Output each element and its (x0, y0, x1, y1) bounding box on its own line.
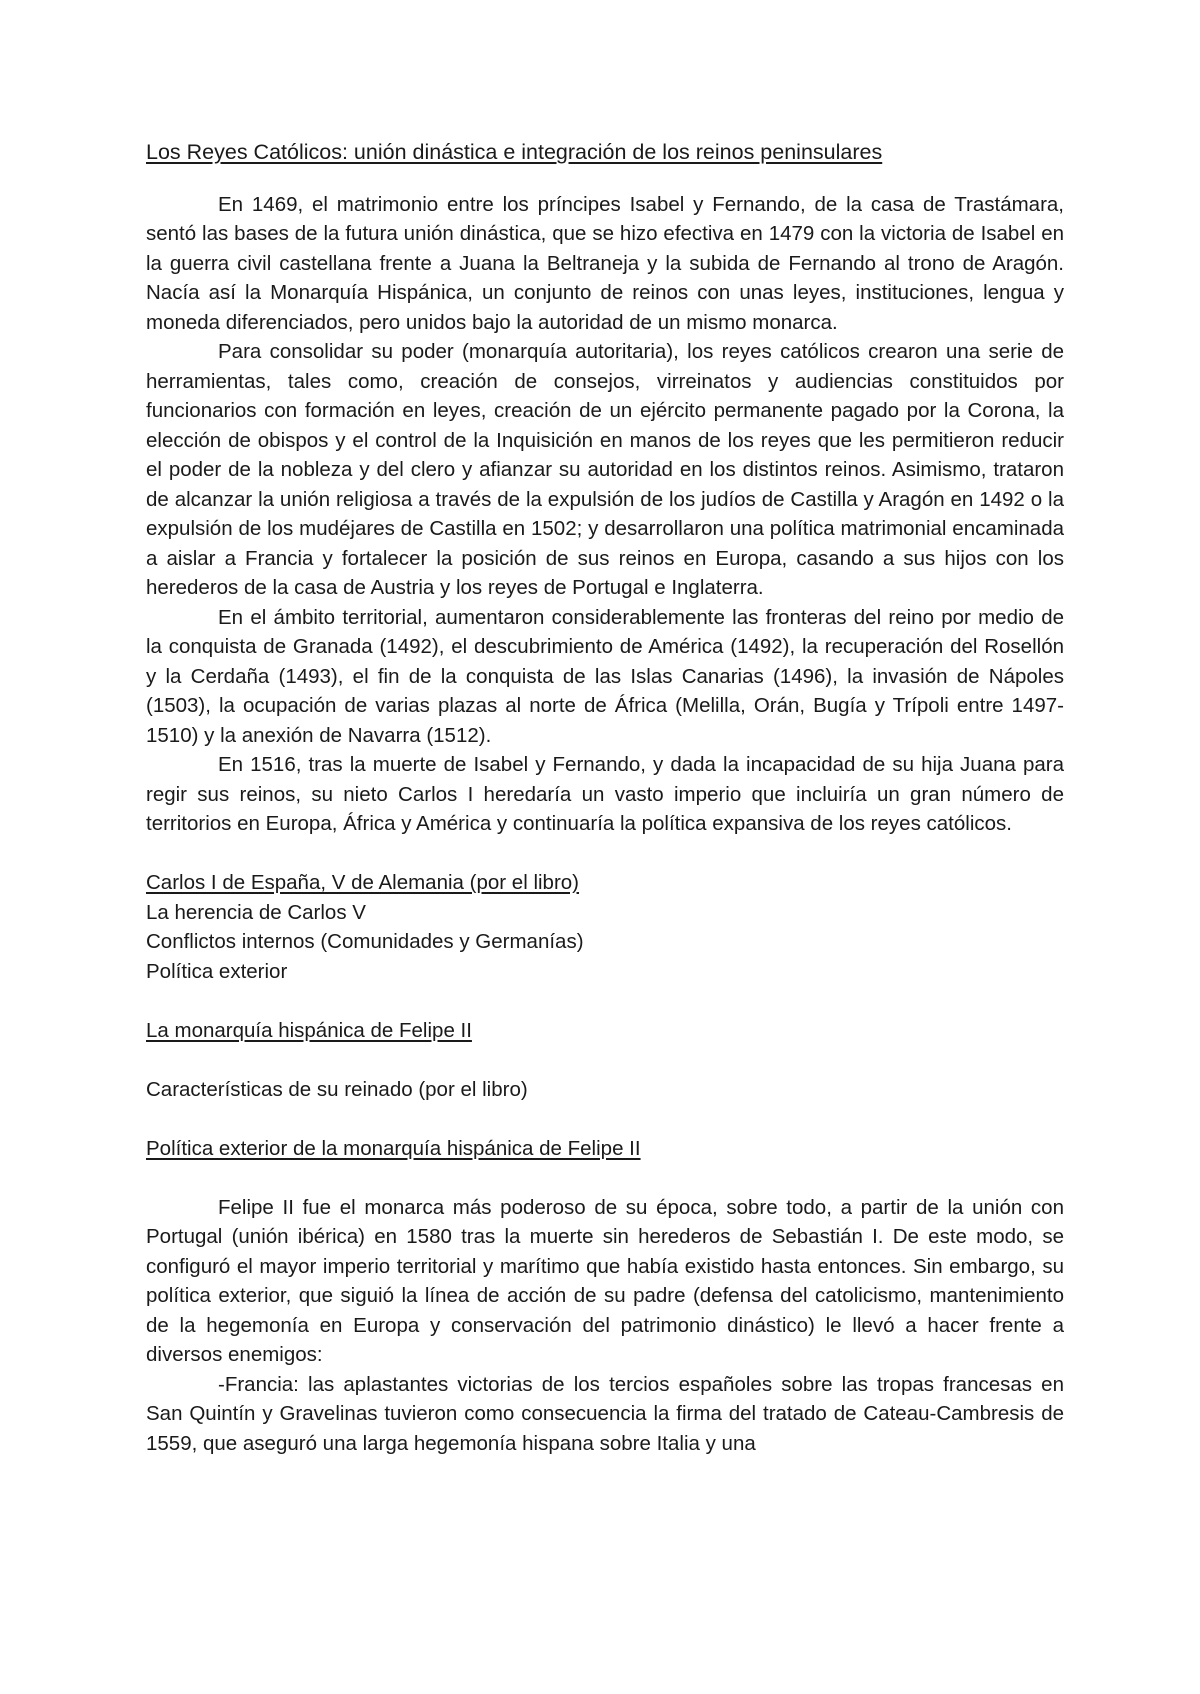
list-item: Conflictos internos (Comunidades y Germanías) (146, 930, 584, 953)
paragraph-felipe-francia: -Francia: las aplastantes victorias de los tercios españoles sobre las tropas francesas en San Quintín y Gravelinas tuvieron como consecuencia la firma del tratado de Cateau-Cambresis de 1559, que aseguró una larga hegemonía hispana sobre Italia y una (146, 1372, 1064, 1455)
section-heading-felipe: La monarquía hispánica de Felipe II (146, 1018, 472, 1042)
spacer (146, 986, 1064, 1016)
paragraph-herencia-carlos: En 1516, tras la muerte de Isabel y Fernando, y dada la incapacidad de su hija Juana para regir sus reinos, su nieto Carlos I heredaría un vasto imperio que incluiría un gran número de territorios en Europa, África y América y continuaría la política expansiva de los reyes católicos. (146, 753, 1064, 835)
paragraph-felipe-poder: Felipe II fue el monarca más poderoso de su época, sobre todo, a partir de la unión con Portugal (unión ibérica) en 1580 tras la muerte sin herederos de Sebastián I. De este modo, se configuró el mayor imperio territorial y marítimo que había existido hasta entonces. Sin embargo, su política exterior, que siguió la línea de acción de su padre (defensa del catolicismo, mantenimiento de la hegemonía en Europa y conservación del patrimonio dinástico) le llevó a hacer frente a diversos enemigos: (146, 1195, 1064, 1366)
list-item: Política exterior (146, 959, 288, 983)
document-page (146, 138, 1064, 1458)
section-heading-felipe-exterior: Política exterior de la monarquía hispánica de Felipe II (146, 1136, 641, 1160)
paragraph-consolidacion-poder: Para consolidar su poder (monarquía autoritaria), los reyes católicos crearon una serie de herramientas, tales como, creación de consejos, virreinatos y audiencias constituidos por funcionarios con formación en leyes, creación de un ejército permanente pagado por la Corona, la elección de obispos y el control de la Inquisición en manos de los reyes que les permitieron reducir el poder de la nobleza y del clero y afianzar su autoridad en los distintos reinos. Asimismo, trataron de alcanzar la unión religiosa a través de la expulsión de los judíos de Castilla y Aragón en 1492 o la expulsión de los mudéjares de Castilla en 1502; y desarrollaron una política matrimonial encaminada a aislar a Francia y fortalecer la posición de sus reinos en Europa, casando a sus hijos con los herederos de la casa de Austria y los reyes de Portugal e Inglaterra. (146, 340, 1064, 599)
felipe-characteristics: Características de su reinado (por el libro) (146, 1077, 528, 1101)
paragraph-ambito-territorial: En el ámbito territorial, aumentaron considerablemente las fronteras del reino por medio de la conquista de Granada (1492), el descubrimiento de América (1492), la recuperación del Rosellón y la Cerdaña (1493), el fin de la conquista de las Islas Canarias (1496), la invasión de Nápoles (1503), la ocupación de varias plazas al norte de África (Melilla, Orán, Bugía y Trípoli entre 1497- 1510) y la anexión de Navarra (1512). (146, 605, 1064, 747)
spacer (146, 1045, 1064, 1075)
paragraph-union-dinastica: En 1469, el matrimonio entre los príncipes Isabel y Fernando, de la casa de Trastámara, sentó las bases de la futura unión dinástica, que se hizo efectiva en 1479 con la victoria de Isabel en la guerra civil castellana frente a Juana la Beltraneja y la subida de Fernando al trono de Aragón. Nacía así la Monarquía Hispánica, un conjunto de reinos con unas leyes, instituciones, lengua y moneda diferenciados, pero unidos bajo la autoridad de un mismo monarca. (146, 192, 1064, 334)
spacer (146, 839, 1064, 869)
spacer (146, 1104, 1064, 1134)
spacer (146, 1163, 1064, 1193)
section-heading-carlos: Carlos I de España, V de Alemania (por el libro) (146, 871, 580, 894)
list-item: La herencia de Carlos V (146, 900, 366, 924)
document-title: Los Reyes Católicos: unión dinástica e integración de los reinos peninsulares (146, 140, 883, 164)
